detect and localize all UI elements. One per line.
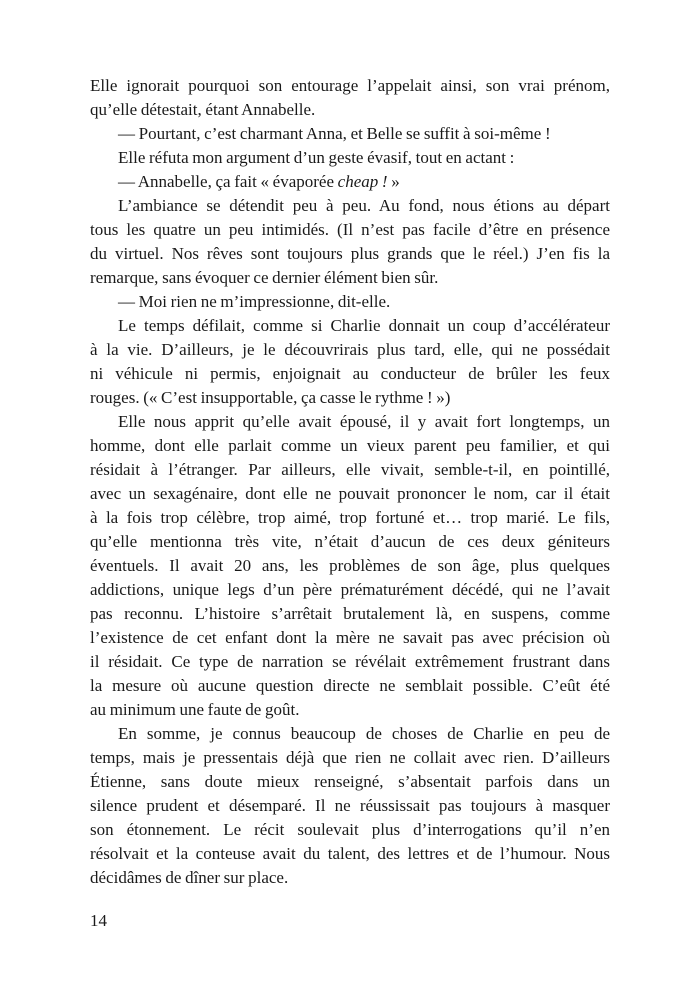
paragraph — [90, 410, 610, 722]
text-line: qu’elle mentionna très vite, n’était d’aucun de ces deux géniteurs — [90, 532, 610, 551]
text-line: il résidait. Ce type de narration se révélait extrêmement frustrant dans — [90, 652, 610, 671]
paragraph — [90, 194, 610, 290]
text-line: temps, mais je pressentais déjà que rien ne collait avec rien. D’ailleurs — [90, 748, 610, 767]
text-line: — Moi rien ne m’impressionne, dit-elle. — [118, 292, 391, 311]
paragraph — [90, 722, 610, 890]
text-line: qu’elle détestait, étant Annabelle. — [90, 100, 316, 119]
paragraph — [90, 122, 610, 146]
paragraph — [90, 146, 610, 170]
text-line: à la vie. D’ailleurs, je le découvrirais plus tard, elle, qui ne possédait — [90, 340, 610, 359]
text-line: la mesure où aucune question directe ne semblait possible. C’eût été — [90, 676, 610, 695]
page-number: 14 — [90, 911, 107, 930]
text-line: Elle nous apprit qu’elle avait épousé, il y avait fort longtemps, un — [118, 412, 610, 431]
text-line: à la fois trop célèbre, trop aimé, trop fortuné et… trop marié. Le fils, — [90, 508, 610, 527]
text-line: Étienne, sans doute mieux renseigné, s’absentait parfois dans un — [90, 772, 610, 791]
page-text — [90, 74, 610, 890]
text-line: au minimum une faute de goût. — [90, 700, 300, 719]
text-line: Elle ignorait pourquoi son entourage l’appelait ainsi, son vrai prénom, — [90, 76, 610, 95]
text-line: ni véhicule ni permis, enjoignait au conducteur de brûler les feux — [90, 364, 610, 383]
text-line: l’existence de cet enfant dont la mère ne savait pas avec précision où — [90, 628, 610, 647]
text-line: décidâmes de dîner sur place. — [90, 868, 289, 887]
text-line: — Pourtant, c’est charmant Anna, et Belle se suffit à soi-même ! — [118, 124, 551, 143]
text-line: addictions, unique legs d’un père prématurément décédé, qui ne l’avait — [90, 580, 610, 599]
text-line: éventuels. Il avait 20 ans, les problèmes de son âge, plus quelques — [90, 556, 610, 575]
text-line: son étonnement. Le récit soulevait plus d’interrogations qu’il n’en — [90, 820, 610, 839]
text-line: silence prudent et désemparé. Il ne réussissait pas toujours à masquer — [90, 796, 610, 815]
text-line: avec un sexagénaire, dont elle ne pouvait prononcer le nom, car il était — [90, 484, 610, 503]
text-line: Elle réfuta mon argument d’un geste évasif, tout en actant : — [118, 148, 515, 167]
text-line: résidait à l’étranger. Par ailleurs, elle vivait, semble-t-il, en pointillé, — [90, 460, 610, 479]
paragraph — [90, 290, 610, 314]
text-line: Le temps défilait, comme si Charlie donnait un coup d’accélérateur — [118, 316, 610, 335]
text-line: En somme, je connus beaucoup de choses de Charlie en peu de — [118, 724, 610, 743]
text-line: tous les quatre un peu intimidés. (Il n’est pas facile d’être en présence — [90, 220, 610, 239]
paragraph — [90, 314, 610, 410]
paragraph — [90, 74, 610, 122]
text-line: rouges. (« C’est insupportable, ça casse le rythme ! ») — [90, 388, 451, 407]
text-line: — Annabelle, ça fait « évaporée cheap ! » — [118, 172, 400, 191]
text-line: homme, dont elle parlait comme un vieux parent peu familier, et qui — [90, 436, 610, 455]
paragraph — [90, 170, 610, 194]
text-line: résolvait et la conteuse avait du talent, des lettres et de l’humour. Nous — [90, 844, 610, 863]
text-line: pas reconnu. L’histoire s’arrêtait brutalement là, en suspens, comme — [90, 604, 610, 623]
text-line: du virtuel. Nos rêves sont toujours plus grands que le réel.) J’en fis la — [90, 244, 610, 263]
text-line: remarque, sans évoquer ce dernier élément bien sûr. — [90, 268, 439, 287]
text-line: L’ambiance se détendit peu à peu. Au fond, nous étions au départ — [118, 196, 610, 215]
